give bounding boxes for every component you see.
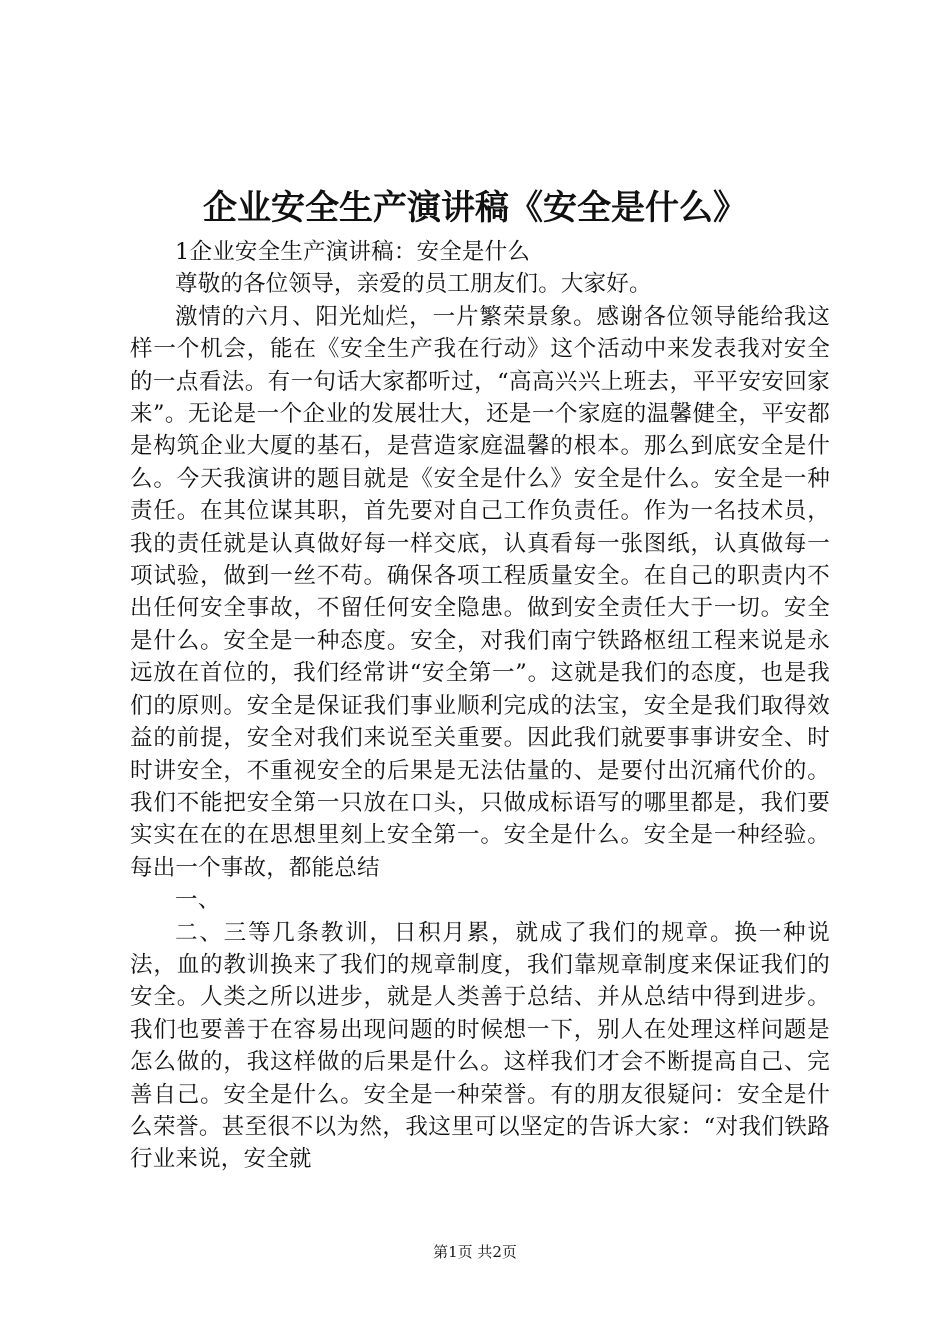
paragraph-main: 激情的六月、阳光灿烂，一片繁荣景象。感谢各位领导能给我这样一个机会，能在《安全生产我在行动》这个活动中来发表我对安全的一点看法。有一句话大家都听过，“高高兴兴上班去，平平安安回家来”。无论是一个企业的发展壮大，还是一个家庭的温馨健全，平安都是构筑企业大厦的基石，是营造家庭温馨的根本。那么到底安全是什么。今天我演讲的题目就是《安全是什么》安全是什么。安全是一种责任。在其位谋其职，首先要对自己工作负责任。作为一名技术员，我的责任就是认真做好每一样交底，认真看每一张图纸，认真做每一项试验，做到一丝不苟。确保各项工程质量安全。在自己的职责内不出任何安全事故，不留任何安全隐患。做到安全责任大于一切。安全是什么。安全是一种态度。安全，对我们南宁铁路枢纽工程来说是永远放在首位的，我们经常讲“安全第一”。这就是我们的态度，也是我们的原则。安全是保证我们事业顺利完成的法宝，安全是我们取得效益的前提，安全对我们来说至关重要。因此我们就要事事讲安全、时时讲安全，不重视安全的后果是无法估量的、是要付出沉痛代价的。我们不能把安全第一只放在口头，只做成标语写的哪里都是，我们要实实在在的在思想里刻上安全第一。安全是什么。安全是一种经验。每出一个事故，都能总结 [130,303,830,881]
document-title: 企业安全生产演讲稿《安全是什么》 [203,188,747,228]
paragraph-greeting: 尊敬的各位领导，亲爱的员工朋友们。大家好。 [175,271,652,298]
paragraph-list-marker: 一、 [175,887,221,914]
paragraph-continuation: 二、三等几条教训，日积月累，就成了我们的规章。换一种说法，血的教训换来了我们的规章制度，我们靠规章制度来保证我们的安全。人类之所以进步，就是人类善于总结、并从总结中得到进步。我们也要善于在容易出现问题的时候想一下，别人在处理这样问题是怎么做的，我这样做的后果是什么。这样我们才会不断提高自己、完善自己。安全是什么。安全是一种荣誉。有的朋友很疑问：安全是什么荣誉。甚至很不以为然，我这里可以坚定的告诉大家：“对我们铁路行业来说，安全就 [130,919,830,1173]
document-body [130,236,830,1176]
page-number-footer: 第1页 共2页 [433,1243,517,1261]
paragraph-heading-line: 1企业安全生产演讲稿：安全是什么 [175,239,531,265]
